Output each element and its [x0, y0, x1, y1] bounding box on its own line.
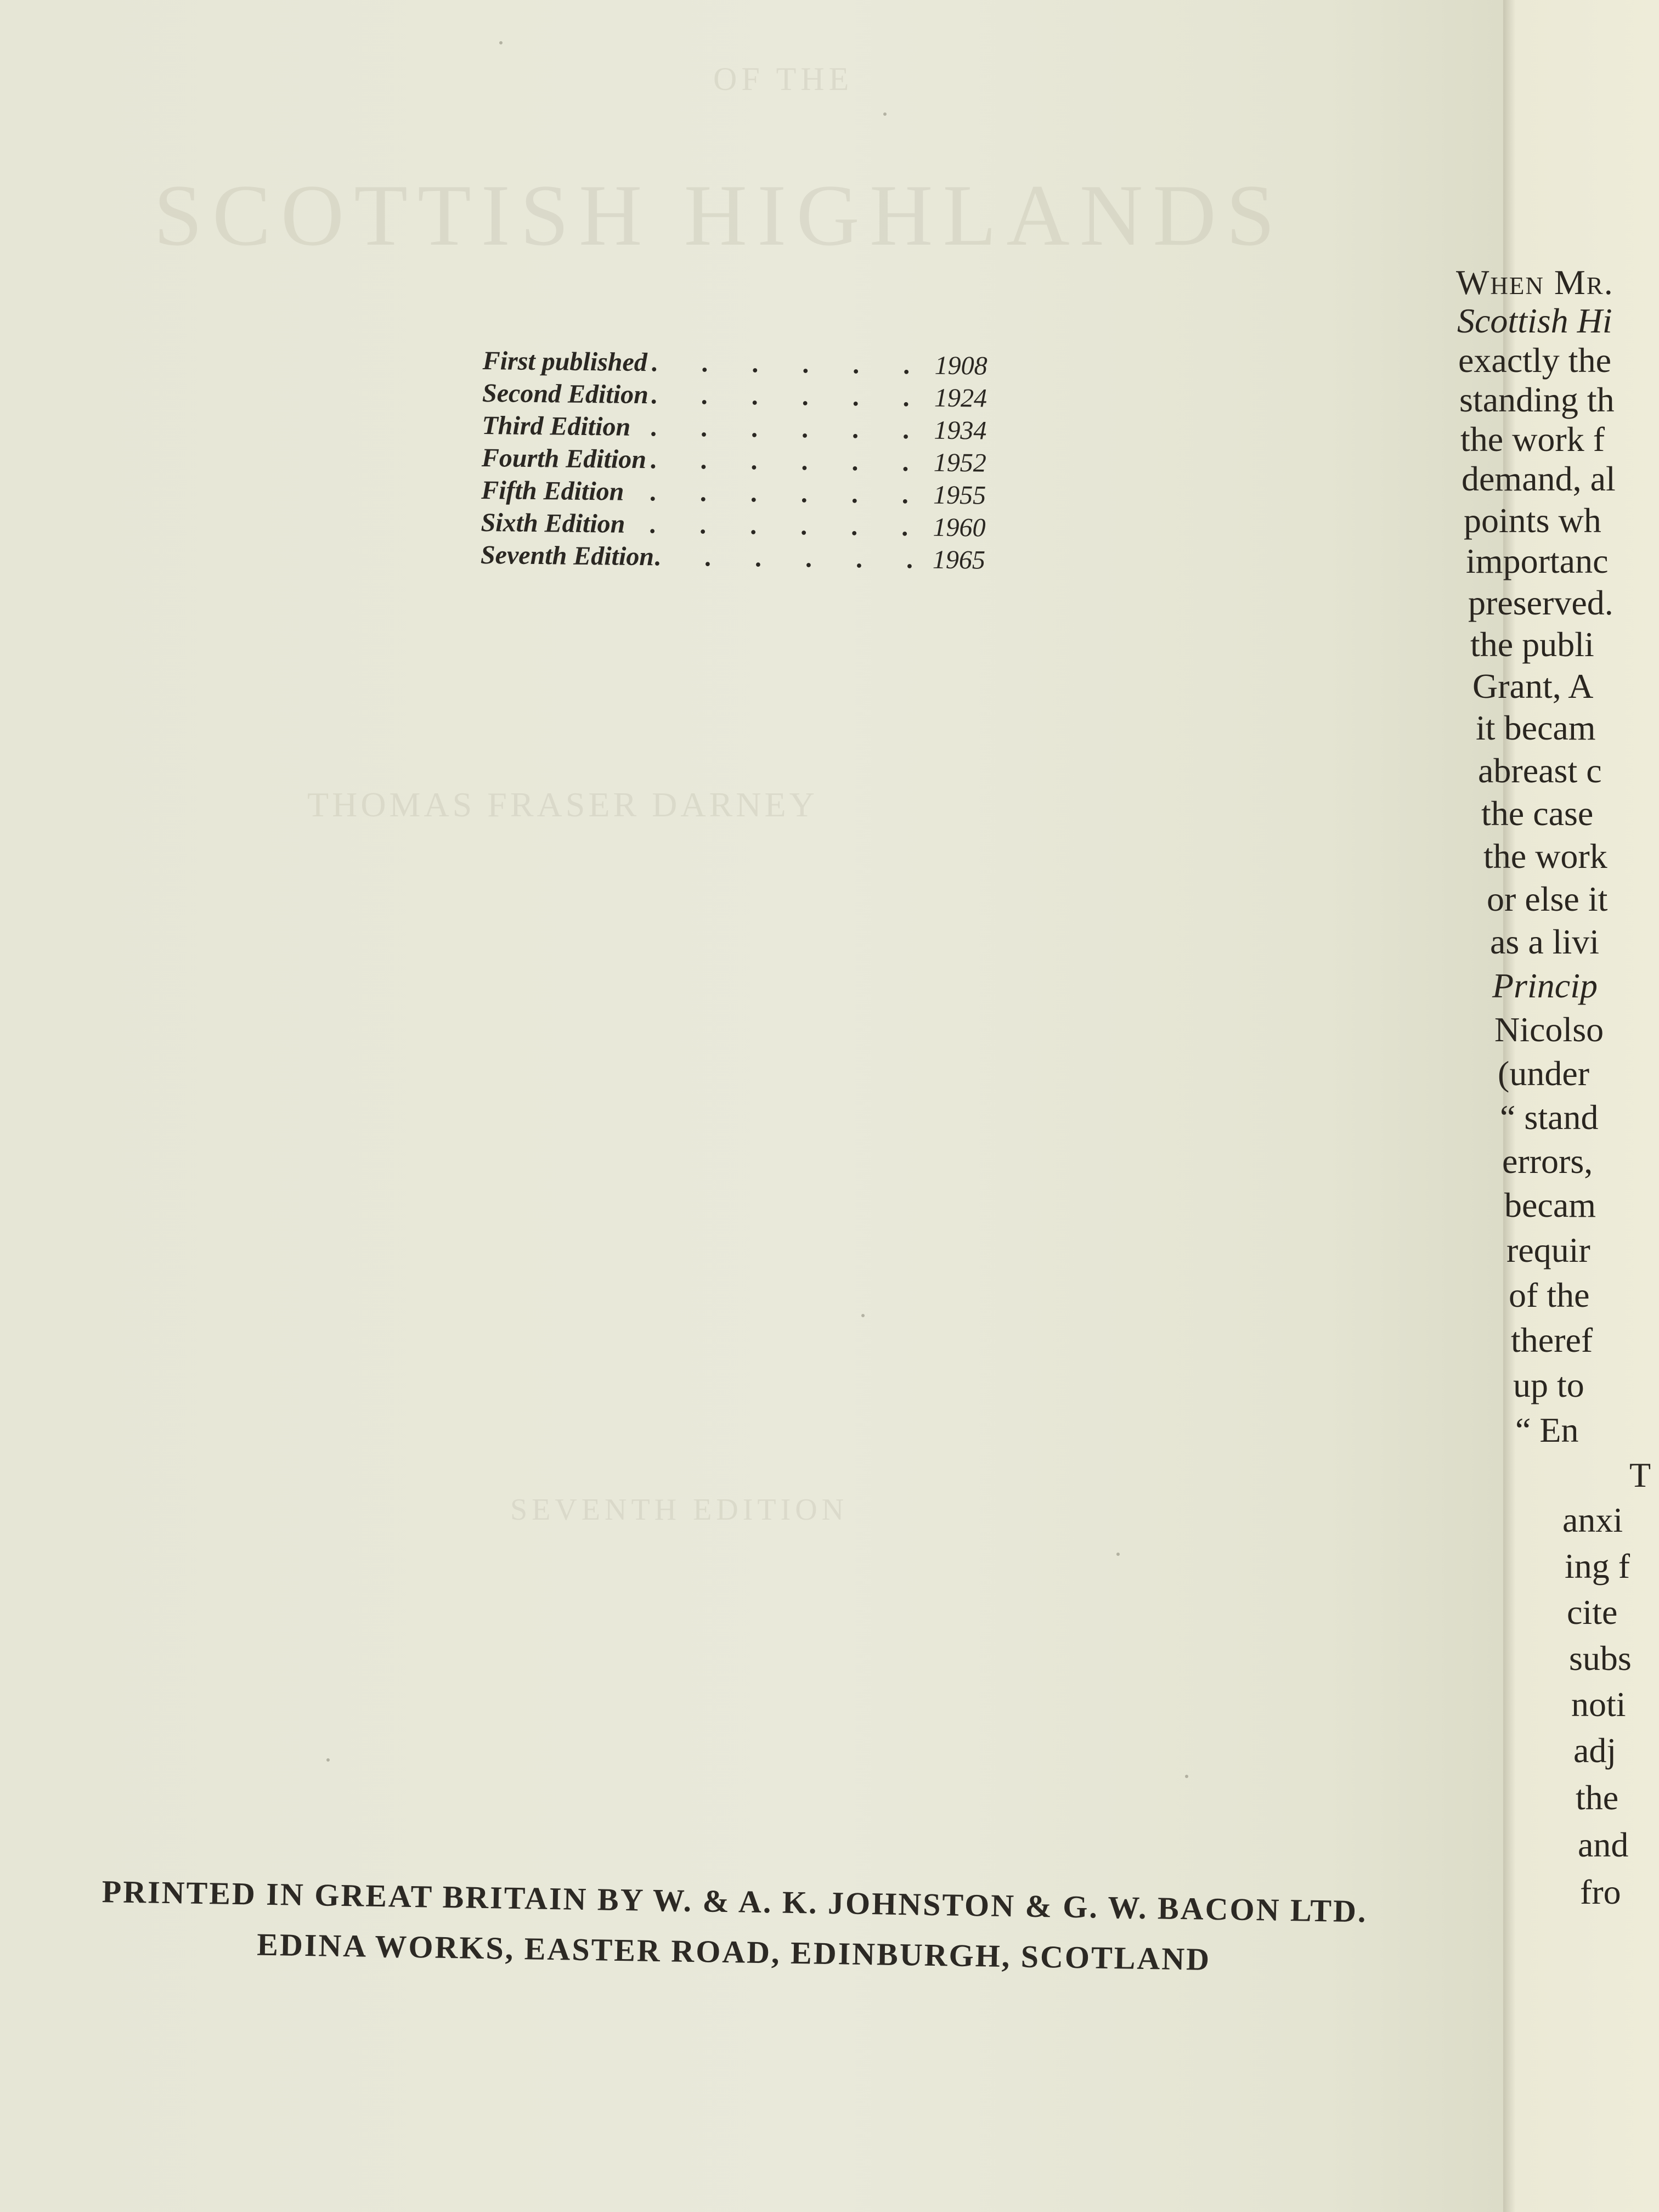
- text-line: (under: [1498, 1054, 1590, 1093]
- edition-label: Third Edition: [482, 410, 631, 442]
- text-line: importanc: [1466, 541, 1609, 580]
- text-line: as a livi: [1490, 922, 1600, 961]
- leader-dots: . . . . . .: [650, 445, 928, 477]
- text-line: Grant, A: [1472, 667, 1594, 706]
- paper-speck: [1116, 1553, 1120, 1556]
- text-line: or else it: [1487, 879, 1608, 918]
- leader-dots: . . . . . .: [651, 348, 929, 380]
- text-line: the: [1576, 1778, 1619, 1817]
- text-line: Nicolso: [1494, 1010, 1604, 1049]
- text-line: it becam: [1476, 708, 1596, 747]
- text-line: “ En: [1515, 1410, 1579, 1449]
- edition-history-table: [481, 346, 988, 578]
- text-line: becam: [1504, 1186, 1596, 1224]
- paper-speck: [861, 1314, 865, 1317]
- text-line: T: [1629, 1455, 1651, 1494]
- paper-speck: [499, 41, 503, 44]
- leader-dots: . . . . . .: [650, 413, 928, 445]
- right-page-fragment: [1456, 0, 1659, 2212]
- text-line: points wh: [1464, 501, 1601, 540]
- text-line: preserved.: [1468, 583, 1613, 622]
- text-line: cite: [1567, 1593, 1618, 1632]
- text-line: subs: [1569, 1639, 1632, 1678]
- leader-dots: . . . . . .: [649, 477, 928, 510]
- edition-label: First published: [482, 346, 648, 377]
- text-line: noti: [1571, 1685, 1626, 1724]
- text-line: the work: [1483, 837, 1607, 876]
- edition-row: [481, 540, 986, 578]
- text-line: of the: [1509, 1276, 1590, 1314]
- text-line: adj: [1573, 1731, 1617, 1770]
- text-line: the case: [1481, 794, 1594, 833]
- text-line: Princip: [1492, 966, 1598, 1005]
- text-line: theref: [1511, 1321, 1593, 1359]
- paper-speck: [326, 1758, 330, 1762]
- show-through-title: SCOTTISH HIGHLANDS: [154, 166, 1285, 264]
- edition-label: Fourth Edition: [481, 443, 647, 475]
- imprint-line-2: EDINA WORKS, EASTER ROAD, EDINBURGH, SCOTLAND: [256, 1926, 1211, 1977]
- text-line: “ stand: [1500, 1098, 1599, 1137]
- text-line: abreast c: [1478, 751, 1602, 790]
- edition-row: [481, 507, 986, 545]
- edition-label: Seventh Edition: [480, 540, 654, 572]
- text-line: standing th: [1459, 380, 1615, 419]
- edition-year: 1955: [933, 480, 986, 510]
- text-line: errors,: [1502, 1142, 1593, 1181]
- show-through-text: OF THE: [713, 61, 854, 97]
- text-line: the publi: [1470, 625, 1594, 664]
- leader-dots: . . . . . .: [650, 380, 928, 413]
- text-line: fro: [1580, 1872, 1621, 1911]
- edition-year: 1908: [934, 351, 988, 381]
- edition-label: Second Edition: [482, 378, 649, 410]
- text-line: ing f: [1565, 1547, 1630, 1585]
- edition-row: [482, 378, 988, 416]
- paper-speck: [1185, 1775, 1188, 1778]
- text-line: exactly the: [1458, 341, 1611, 380]
- show-through-edition: SEVENTH EDITION: [510, 1493, 849, 1527]
- edition-year: 1934: [934, 415, 987, 445]
- text-line: demand, al: [1462, 459, 1616, 498]
- text-line: the work f: [1460, 420, 1605, 459]
- text-line: Scottish Hi: [1457, 301, 1612, 340]
- show-through-author: THOMAS FRASER DARNEY: [307, 785, 818, 824]
- leader-dots: . . . . . .: [653, 542, 932, 574]
- text-line: up to: [1513, 1365, 1584, 1404]
- edition-label: Sixth Edition: [481, 507, 625, 539]
- printer-imprint: [26, 1865, 1443, 1989]
- text-line: requir: [1506, 1231, 1590, 1269]
- text-line: and: [1578, 1825, 1629, 1864]
- edition-label: Fifth Edition: [481, 475, 624, 506]
- leader-dots: . . . . . .: [649, 510, 927, 542]
- edition-year: 1960: [933, 512, 986, 543]
- text-line: anxi: [1562, 1500, 1623, 1539]
- text-line: When Mr.: [1456, 263, 1614, 302]
- edition-row: [481, 475, 986, 513]
- edition-year: 1952: [933, 448, 987, 478]
- paper-speck: [883, 112, 887, 116]
- imprint-line-1: PRINTED IN GREAT BRITAIN BY W. & A. K. JOHNSTON & G. W. BACON LTD.: [101, 1874, 1368, 1929]
- edition-year: 1965: [932, 545, 986, 575]
- edition-row: [482, 443, 987, 481]
- edition-row: [482, 410, 987, 448]
- edition-year: 1924: [934, 383, 988, 413]
- edition-row: [482, 346, 988, 383]
